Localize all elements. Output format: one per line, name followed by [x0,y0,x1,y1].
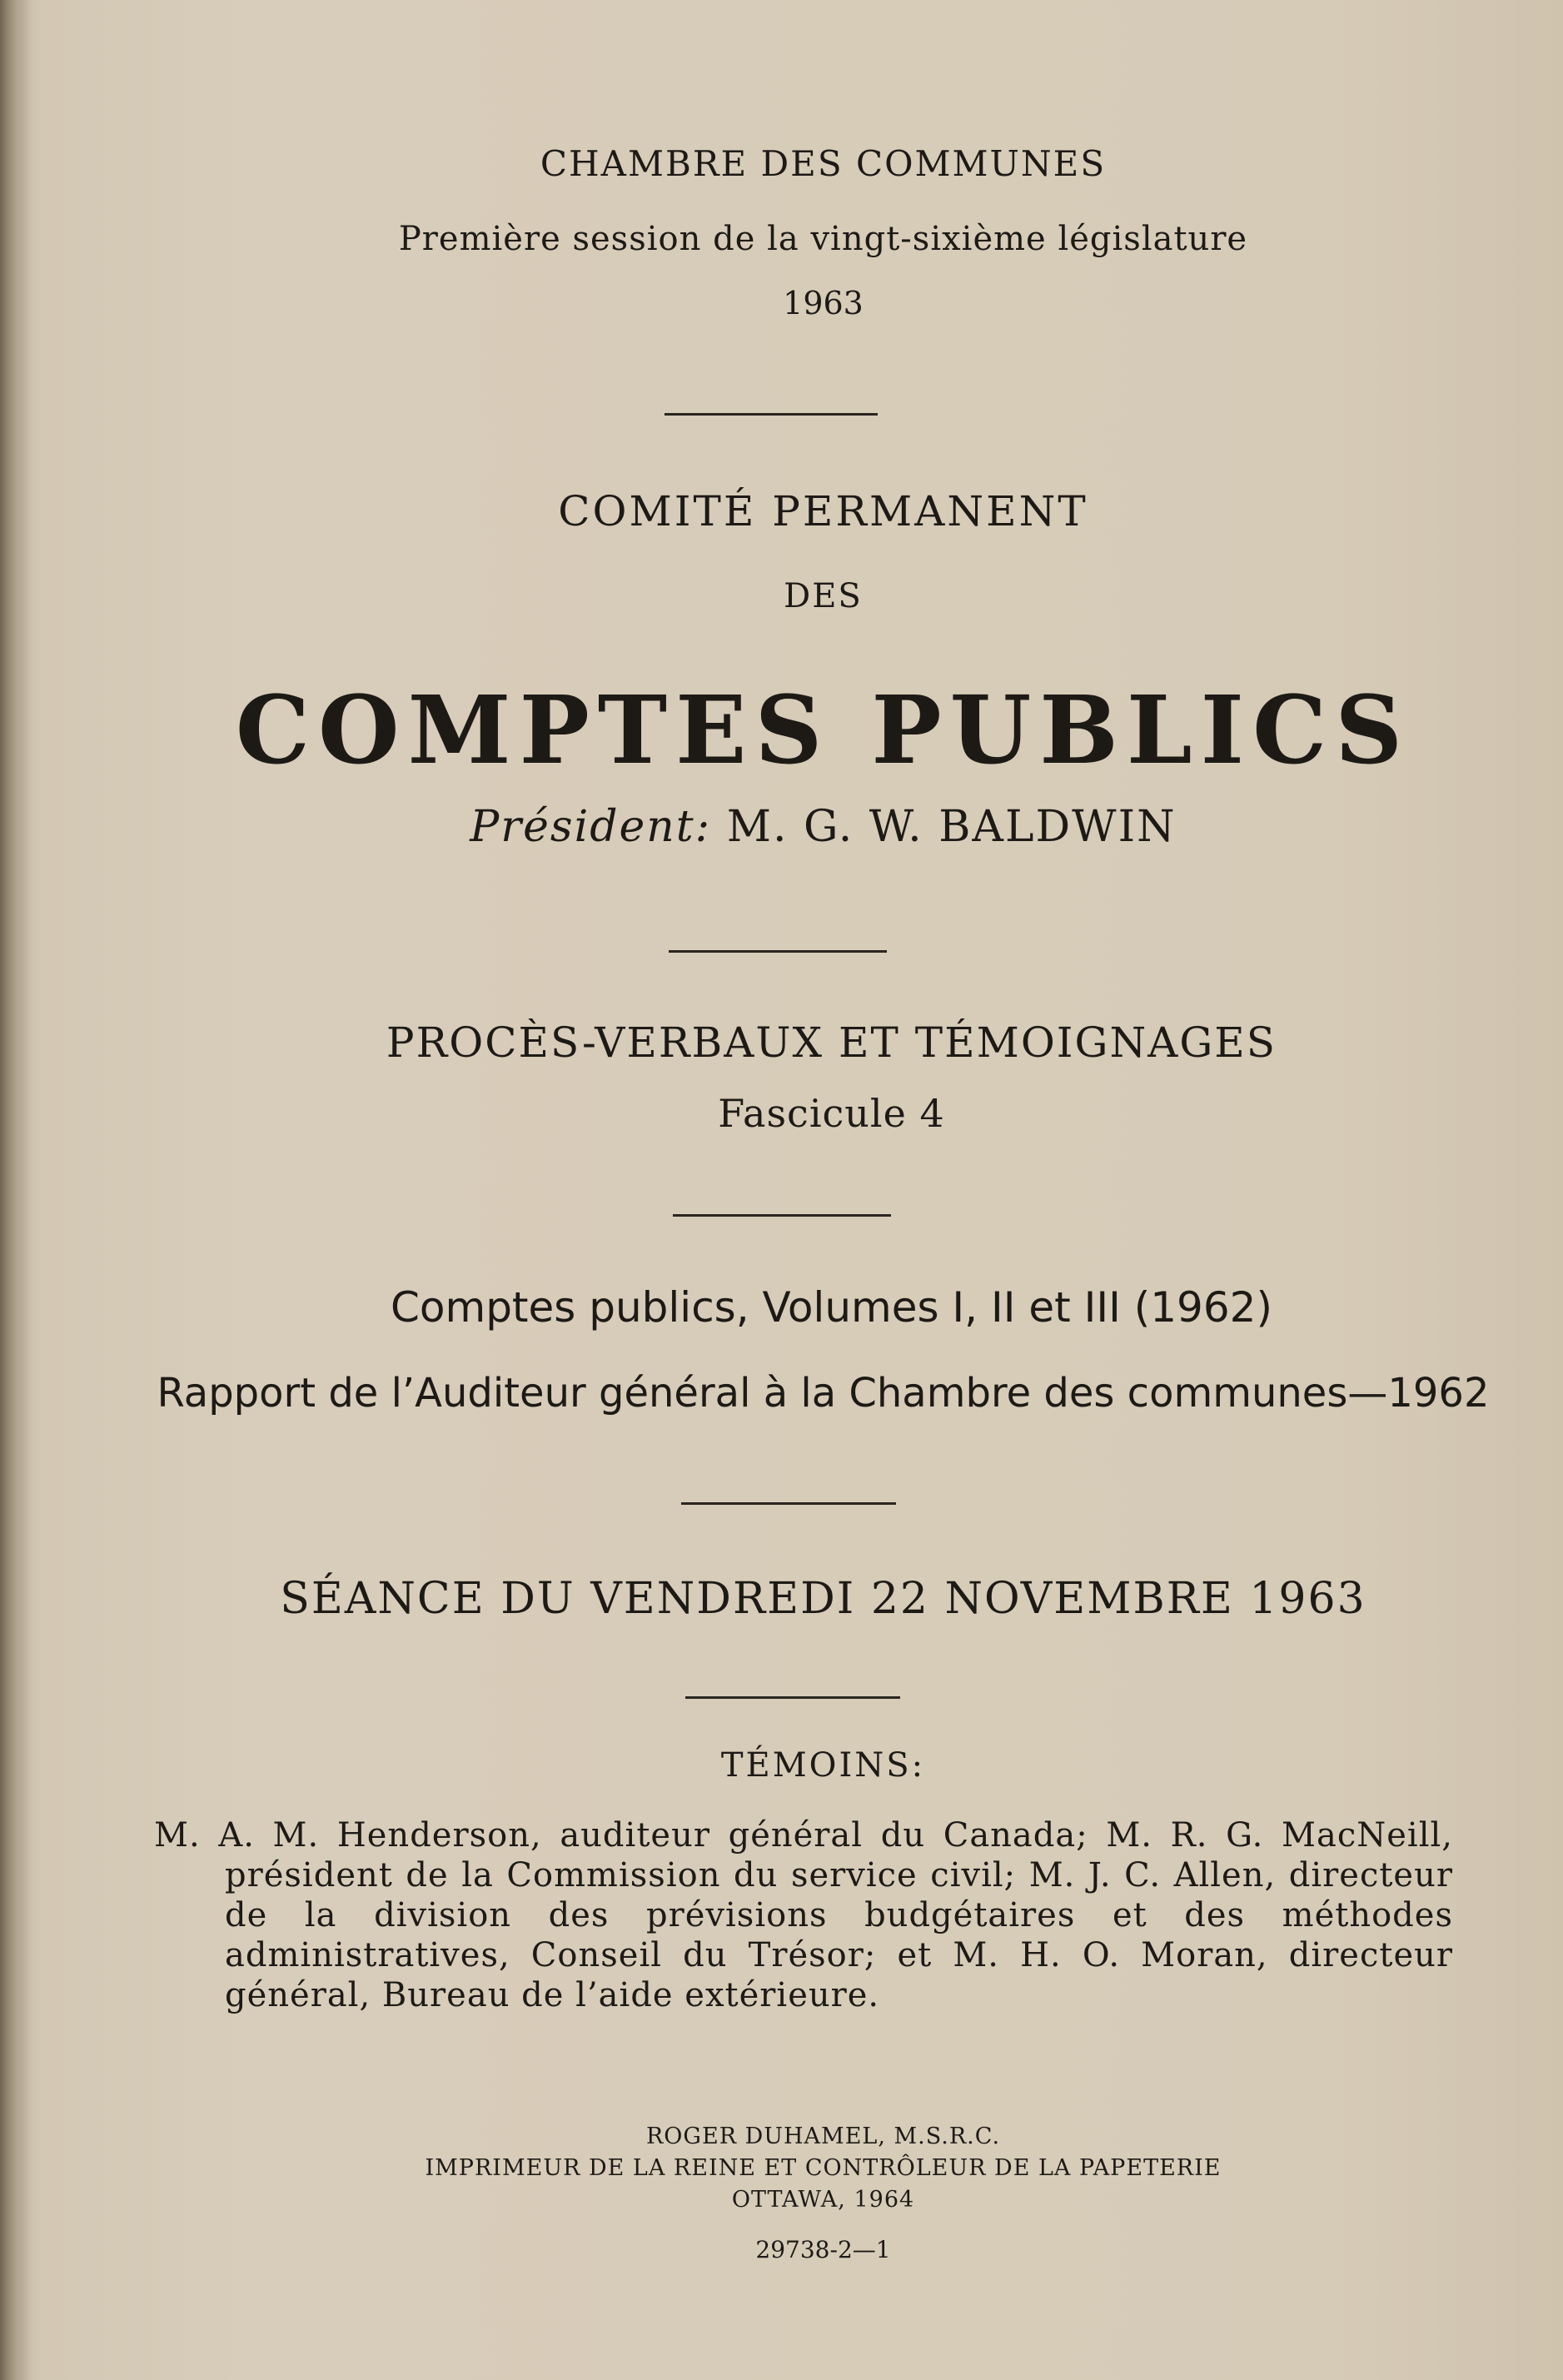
session-year: 1963 [783,285,864,321]
proceedings-title: PROCÈS-VERBAUX ET TÉMOIGNAGES [386,1018,1277,1067]
divider-5 [685,1696,900,1699]
binding-spine [0,0,32,2380]
witnesses-list: M. A. M. Henderson, auditeur général du Canada; M. R. G. MacNeill, président de la Commission du service civil; M. J. C. Allen, directeur de la division des prévisions budgétaires et des méthodes administratives, Conseil du Trésor; et M. H. O. Moran, directeur général, Bureau de l’aide extérieure. [154,1816,1453,2014]
subject-line-2: Rapport de l’Auditeur général à la Chambre des communes—1962 [157,1370,1490,1417]
divider-1 [665,413,878,416]
printer-title: IMPRIMEUR DE LA REINE ET CONTRÔLEUR DE LA PAPETERIE [425,2155,1222,2181]
printer-place: OTTAWA, 1964 [731,2187,915,2213]
committee-line-2: DES [784,577,863,615]
president-label: Président: [470,802,712,852]
print-code: 29738-2—1 [755,2236,891,2263]
divider-3 [673,1214,891,1217]
session-line: Première session de la vingt-sixième législature [398,220,1248,258]
sitting-date: SÉANCE DU VENDREDI 22 NOVEMBRE 1963 [280,1574,1366,1624]
president-line [0,802,1563,852]
divider-2 [669,950,887,953]
committee-line-1: COMITÉ PERMANENT [558,487,1088,535]
committee-name: COMPTES PUBLICS [235,676,1411,785]
president-name: M. G. W. BALDWIN [726,802,1177,852]
divider-4 [681,1502,896,1505]
witnesses-heading: TÉMOINS: [720,1746,926,1785]
chamber-title: CHAMBRE DES COMMUNES [540,143,1107,184]
fascicle-number: Fascicule 4 [718,1091,945,1136]
subject-line-1: Comptes publics, Volumes I, II et III (1962) [390,1283,1272,1332]
printer-name: ROGER DUHAMEL, M.S.R.C. [645,2124,1001,2149]
